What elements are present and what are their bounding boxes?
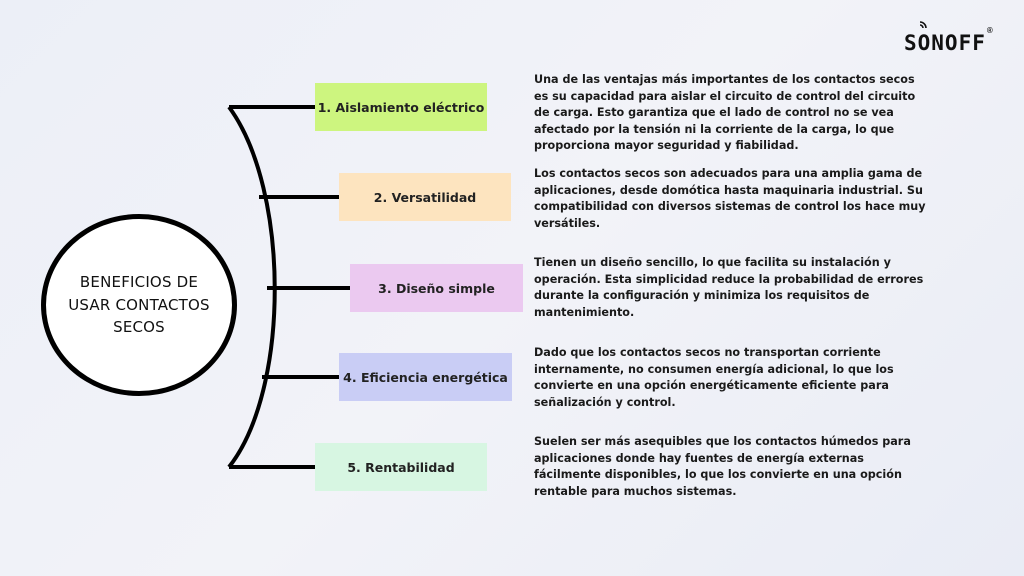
benefit-description-4: Dado que los contactos secos no transportan corriente internamente, no consumen energía adicional, lo que los convierte en una opción energéticamente eficiente para señalización y control. xyxy=(534,346,894,409)
benefit-label-1: 1. Aislamiento eléctrico xyxy=(317,99,485,115)
sonoff-logo xyxy=(904,22,993,54)
benefit-label-2: 2. Versatilidad xyxy=(373,189,477,205)
benefit-node-3 xyxy=(350,264,523,312)
registered-mark: ® xyxy=(986,26,993,35)
benefit-node-2 xyxy=(339,173,511,221)
benefit-description-5: Suelen ser más asequibles que los contactos húmedos para aplicaciones donde hay fuentes de energía externas fácilmente disponibles, lo que los convierte en una opción rentable para muchos sistemas. xyxy=(534,435,911,498)
benefit-description-3: Tienen un diseño sencillo, lo que facilita su instalación y operación. Esta simplicidad reduce la probabilidad de errores durante la configuración y minimiza los requisitos de mantenimiento. xyxy=(534,256,924,319)
benefit-description-2: Los contactos secos son adecuados para una amplia gama de aplicaciones, desde domótica hasta maquinaria industrial. Su compatibilidad con diversos sistemas de control los hace muy versátiles. xyxy=(534,167,926,230)
benefit-label-4: 4. Eficiencia energética xyxy=(343,369,508,385)
center-circle xyxy=(41,214,237,396)
benefit-node-5 xyxy=(315,443,487,491)
benefit-label-3: 3. Diseño simple xyxy=(378,280,495,296)
benefit-node-1 xyxy=(315,83,487,131)
benefit-description-1: Una de las ventajas más importantes de los contactos secos es su capacidad para aislar el circuito de control del circuito de carga. Esto garantiza que el lado de control no se vea afectado por la tensión ni la corriente de la carga, lo que proporciona mayor seguridad y fiabilidad. xyxy=(534,73,916,152)
benefit-label-5: 5. Rentabilidad xyxy=(347,459,455,475)
logo-text: SONOFF xyxy=(904,31,986,55)
wifi-signal-icon xyxy=(918,20,932,32)
center-title: BENEFICIOS DE USAR CONTACTOS SECOS xyxy=(68,273,210,337)
benefit-node-4 xyxy=(339,353,512,401)
